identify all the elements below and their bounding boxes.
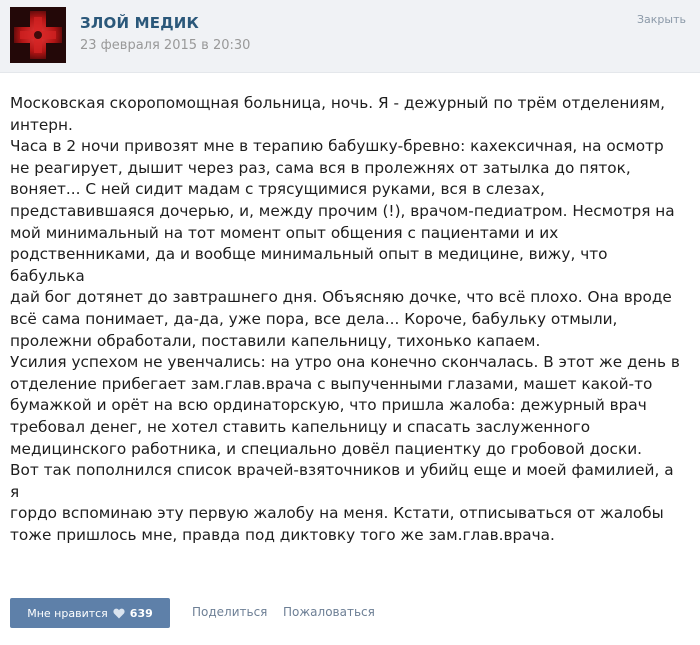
post-header [0,0,700,73]
close-button[interactable]: Закрыть [637,13,686,26]
report-link[interactable]: Пожаловаться [283,605,375,619]
like-label: Мне нравится [27,606,108,620]
post-text: Московская скоропомощная больница, ночь. Я - дежурный по трём отделениям, интерн. Часа в 2 ночи привозят мне в терапию бабушку-бревно: кахексичная, на осмотр не реагирует, дышит через раз, сама вся в пролежнях от затылка до пяток, воняет... С ней сидит мадам с трясущимися руками, вся в слезах, представившаяся дочерью, и, между прочим (!), врачом-педиатром. Несмотря на мой минимальный на тот момент опыт общения с пациентами и их родственниками, да и вообще минимальный опыт в медицине, вижу, что бабулька дай бог дотянет до завтрашнего дня. Объясняю дочке, что всё плохо. Она вроде всё сама понимает, да-да, уже пора, все дела... Короче, бабульку отмыли, пролежни обработали, поставили капельницу, тихонько капаем. Усилия успехом не увенчались: на утро она конечно скончалась. В этот же день в отделение прибегает зам.глав.врача с выпученными глазами, машет какой-то бумажкой и орёт на всю ординаторскую, что пришла жалоба: дежурный врач требовал денег, не хотел ставить капельницу и спасать заслуженного медицинского работника, и специально довёл пациентку до гробовой доски. Вот так пополнился список врачей-взяточников и убийц еще и моей фамилией, а я гордо вспоминаю эту первую жалобу на меня. Кстати, отписываться от жалобы тоже пришлось мне, правда под диктовку того же зам.глав.врача. [10,94,680,544]
like-button[interactable] [10,598,170,628]
post-date[interactable]: 23 февраля 2015 в 20:30 [80,38,251,53]
like-count: 639 [129,606,153,620]
share-link[interactable]: Поделиться [192,605,268,619]
heart-icon [113,608,125,619]
post-footer [10,598,690,628]
author-name[interactable]: ЗЛОЙ МЕДИК [80,14,199,32]
red-cross-avatar-icon [10,7,66,63]
avatar[interactable] [10,7,66,63]
